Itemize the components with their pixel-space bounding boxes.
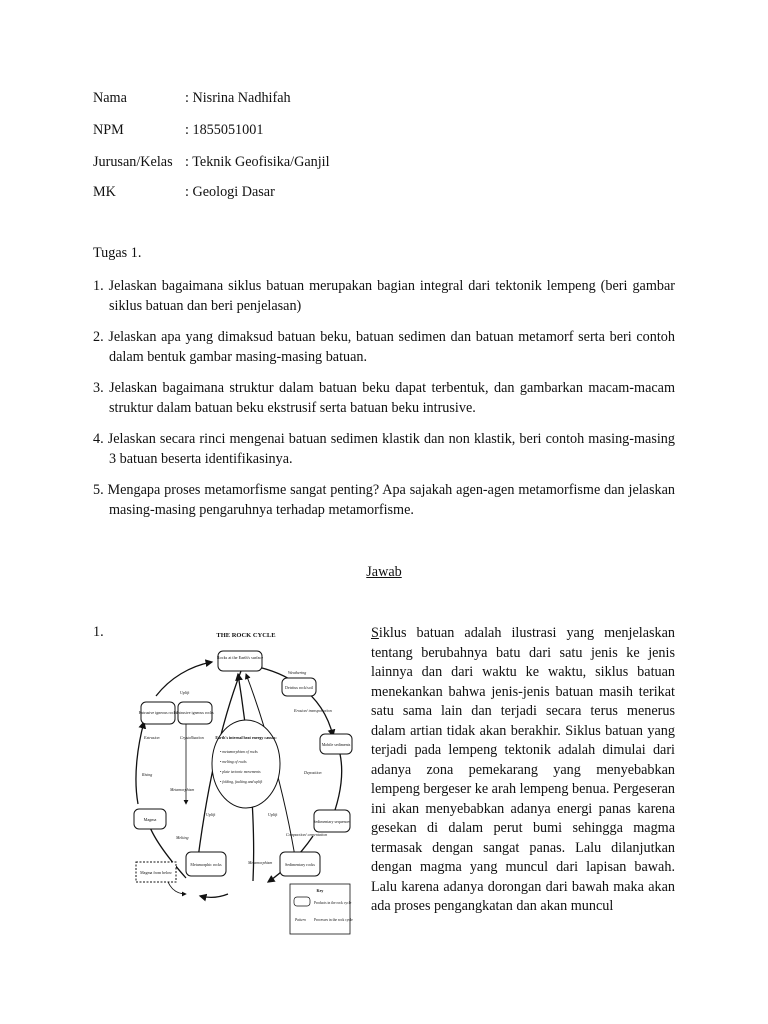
cycle-arrow <box>136 722 144 804</box>
info-label: MK <box>93 184 116 200</box>
node-magma-below-label: Magma from below <box>140 870 172 875</box>
answer-text: iklus batuan adalah ilustrasi yang menjelaskan tentang berubahnya batu dari satu jenis ke jenis lainnya dan dari waktu ke waktu, siklus batuan menekankan bahwa jenis-jenis batuan masih terikat satu sama lain dan terjadi secara terus menerus dalam artian tidak akan berakhir. Siklus batuan yang terjadi pada lempeng tektonik adalah dimulai dari adanya zona pemekarang yang menyebabkan lempeng bergeser ke arah lempeng benua. Pergeseran ini akan menyebabkan adanya energi panas karena gesekan di dalam perut bumi sehingga magma termasak dengan sangat panas. Lalu dilanjutkan dengan magma yang muncul dari lapisan bawah. Lalu karena adanya dorongan dari bawah maka akan ada proses pengangkatan dan akan muncul <box>371 625 675 914</box>
node-intrusive-label: Intrusive igneous rocks <box>176 710 214 715</box>
answer-first-letter: S <box>371 625 379 641</box>
answer-number: 1. <box>93 624 104 640</box>
key-process-sample: Pattern <box>295 918 306 922</box>
process-compaction: Compaction/ cementation <box>286 832 328 837</box>
node-sedrocks-label: Sedimentary rocks <box>285 862 315 867</box>
process-crystallization: Crystallization <box>180 735 204 740</box>
node-sedseq-label: Sedimentary sequences <box>313 819 351 824</box>
question-3: 3. Jelaskan bagaimana struktur dalam batuan beku dapat terbentuk, dan gambarkan macam-macam struktur dalam batuan beku ekstrusif serta batuan beku intrusive. <box>93 380 675 416</box>
question-2: 2. Jelaskan apa yang dimaksud batuan beku, batuan sedimen dan batuan metamorf serta beri contoh dalam bentuk gambar masing-masing batuan. <box>93 329 675 365</box>
center-item: • folding, faulting and uplift <box>220 780 263 784</box>
center-item: • plate tectonic movements <box>220 770 261 774</box>
info-label: Nama <box>93 90 127 106</box>
process-erosion: Erosion/ transportation <box>294 708 332 713</box>
center-item: • melting of rocks <box>220 760 247 764</box>
process-melting: Melting <box>176 835 189 840</box>
answer-paragraph <box>371 624 675 917</box>
process-deposition: Deposition <box>304 770 322 775</box>
key-title: Key <box>316 888 324 893</box>
key-item-processes: Processes in the rock cycle <box>314 918 353 922</box>
node-extrusive-label: Extrusive igneous rocks <box>138 710 178 715</box>
process-uplift: Uplift <box>180 690 190 695</box>
info-value: : 1855051001 <box>185 122 264 138</box>
center-title: Earth's internal heat energy causes: <box>215 735 277 740</box>
process-weathering: Weathering <box>288 670 307 675</box>
key-product-sample <box>294 897 310 906</box>
diagram-title: THE ROCK CYCLE <box>216 632 276 639</box>
earth-heat-circle <box>212 720 280 808</box>
process-uplift-right: Uplift <box>268 812 278 817</box>
answer-heading: Jawab <box>366 564 402 580</box>
process-rising: Rising <box>142 772 153 777</box>
node-detritus-label: Detritus rock/soil <box>285 685 313 690</box>
process-metamorphism-bottom: Metamorphism <box>248 860 273 865</box>
info-value: : Geologi Dasar <box>185 184 275 200</box>
question-4: 4. Jelaskan secara rinci mengenai batuan sedimen klastik dan non klastik, beri contoh masing-masing 3 batuan beserta identifikasinya. <box>93 431 675 467</box>
question-1: 1. Jelaskan bagaimana siklus batuan merupakan bagian integral dari tektonik lempeng (beri gambar siklus batuan dan beri penjelasan) <box>93 278 675 314</box>
process-extrusion: Extrusion <box>144 735 160 740</box>
process-metamorphism: Metamorphism <box>170 787 195 792</box>
key-item-products: Products in the rock cycle <box>314 901 352 905</box>
node-metamorphic-label: Metamorphic rocks <box>190 862 222 867</box>
rock-cycle-diagram <box>108 626 358 946</box>
cycle-arrow <box>200 894 228 897</box>
node-magma-label: Magma <box>143 817 157 822</box>
info-label: Jurusan/Kelas <box>93 154 173 170</box>
node-mobile-label: Mobile sediments <box>321 742 351 747</box>
node-surface <box>218 651 262 671</box>
center-item: • metamorphism of rocks <box>220 750 258 754</box>
info-value: : Nisrina Nadhifah <box>185 90 291 106</box>
info-label: NPM <box>93 122 124 138</box>
info-value: : Teknik Geofisika/Ganjil <box>185 154 330 170</box>
assignment-title: Tugas 1. <box>93 245 142 261</box>
process-uplift-mid: Uplift <box>206 812 216 817</box>
question-5: 5. Mengapa proses metamorfisme sangat penting? Apa sajakah agen-agen metamorfisme dan jelaskan masing-masing pengaruhnya terhadap metamorfisme. <box>93 482 675 518</box>
node-surface-label: Rocks at the Earth's surface <box>216 655 264 660</box>
